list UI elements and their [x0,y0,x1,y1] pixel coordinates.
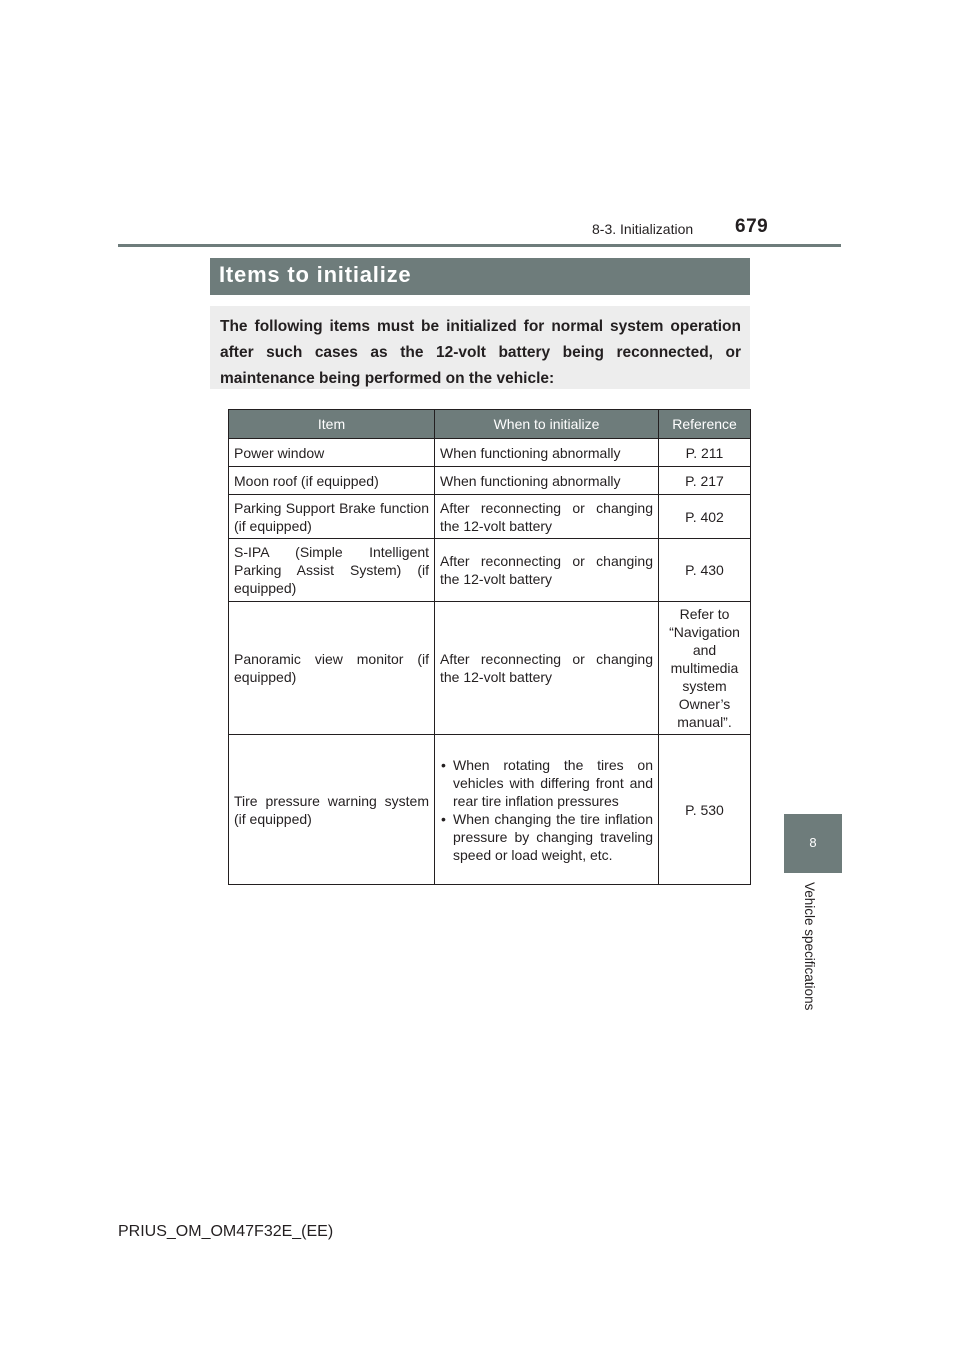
when-bullet-item: • When rotating the tires on vehicles with differing front and rear tire inflation pressures [440,756,653,810]
table-header-row [229,410,751,439]
footer-document-code: PRIUS_OM_OM47F32E_(EE) [118,1223,334,1240]
reference-cell: Refer to “Navigation and multimedia system Owner’s manual”. [659,602,751,735]
item-cell: S-IPA (Simple Intelligent Parking Assist System) (if equipped) [229,539,435,602]
table-row [229,439,751,467]
item-cell: Power window [229,439,435,467]
column-header-when: When to initialize [435,410,659,439]
when-cell: When functioning abnormally [435,439,659,467]
when-cell [435,735,659,885]
section-title: Items to initialize [219,262,412,287]
page-number: 679 [735,216,769,237]
item-cell: Parking Support Brake function (if equipped) [229,495,435,539]
table-row [229,539,751,602]
when-cell: When functioning abnormally [435,467,659,495]
header-divider [118,244,841,247]
chapter-number: 8 [809,835,817,850]
table-row [229,467,751,495]
section-title-bar [210,258,750,295]
reference-cell: P. 402 [659,495,751,539]
intro-text: The following items must be initialized for normal system operation after such cases as the 12-volt battery being reconnected, or maintenance being performed on the vehicle: [220,318,741,387]
when-bullet-item: • When changing the tire inflation pressure by changing traveling speed or load weight, etc. [440,810,653,864]
intro-box [210,306,750,389]
item-cell: Panoramic view monitor (if equipped) [229,602,435,735]
reference-cell: P. 211 [659,439,751,467]
when-cell: After reconnecting or changing the 12-volt battery [435,539,659,602]
chapter-title: Vehicle specifications [802,882,817,1011]
item-cell: Moon roof (if equipped) [229,467,435,495]
reference-cell: P. 217 [659,467,751,495]
when-cell: After reconnecting or changing the 12-volt battery [435,495,659,539]
when-cell: After reconnecting or changing the 12-volt battery [435,602,659,735]
when-bullet-list [440,756,653,864]
initialization-table [228,409,751,885]
column-header-reference: Reference [659,410,751,439]
item-cell: Tire pressure warning system (if equipped) [229,735,435,885]
reference-cell: P. 530 [659,735,751,885]
chapter-tab [784,814,842,873]
table-row [229,495,751,539]
reference-cell: P. 430 [659,539,751,602]
table-row [229,602,751,735]
section-label: 8-3. Initialization [592,221,694,237]
table-row [229,735,751,885]
column-header-item: Item [229,410,435,439]
